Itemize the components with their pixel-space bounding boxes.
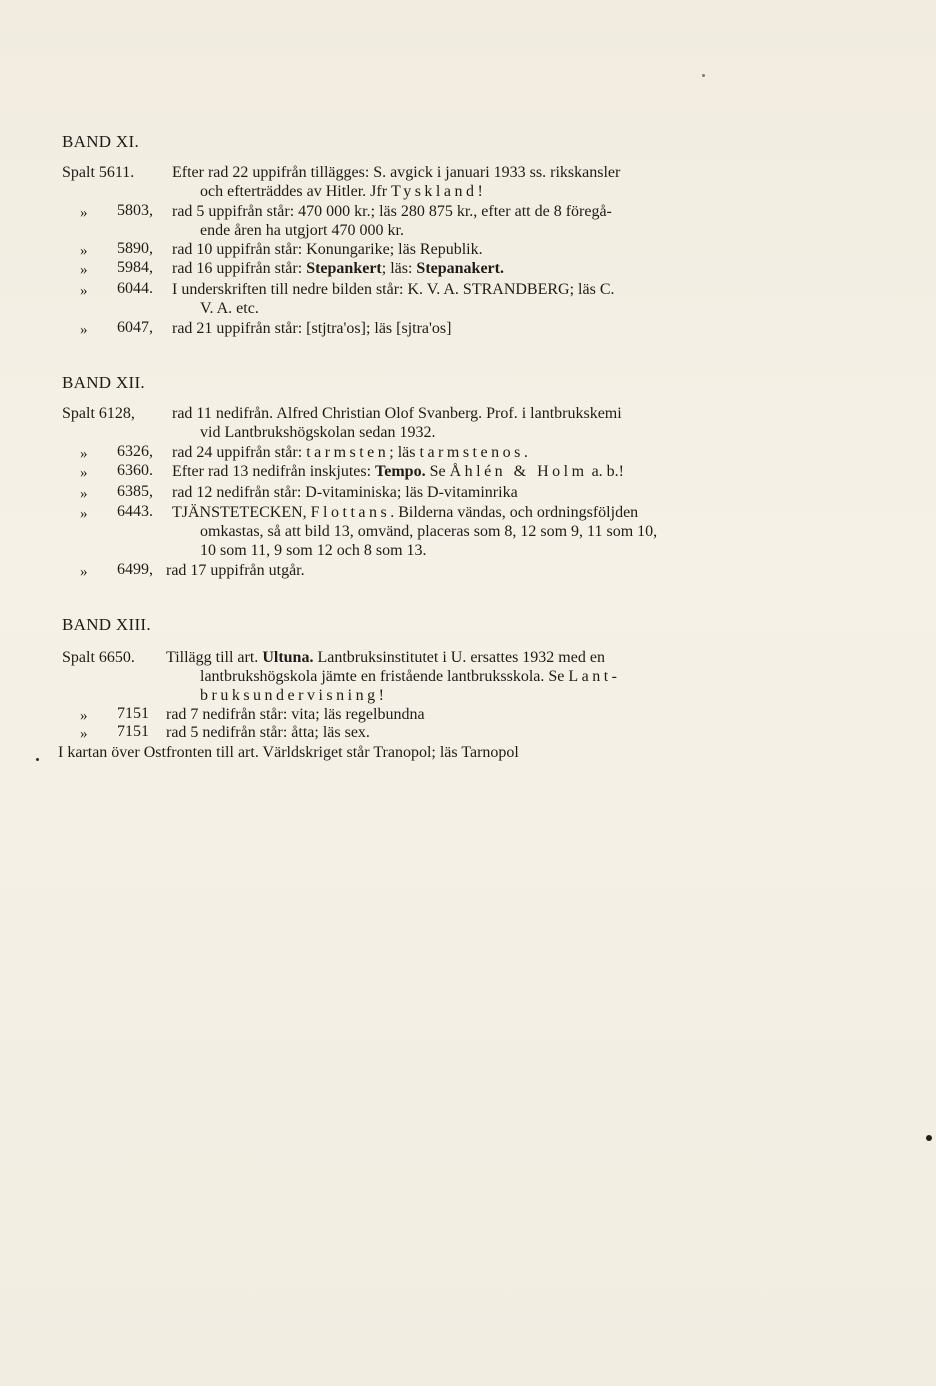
ditto-mark: » bbox=[80, 446, 88, 462]
band-xi-title: BAND XI. bbox=[62, 132, 140, 151]
entry-5611-line1: Efter rad 22 uppifrån tillägges: S. avgick i januari 1933 ss. rikskansler bbox=[172, 164, 621, 181]
entry-7151a-line1: rad 7 nedifrån står: vita; läs regelbundna bbox=[166, 706, 425, 723]
entry-6443-line3: 10 som 11, 9 som 12 och 8 som 13. bbox=[200, 542, 427, 559]
entry-6360-line1: Efter rad 13 nedifrån inskjutes: Tempo. Se Åhlén & Holm a. b.! bbox=[172, 463, 625, 480]
entry-6047-number: 6047, bbox=[117, 319, 153, 336]
entry-6047-line1: rad 21 uppifrån står: [stjtra'os]; läs [sjtra'os] bbox=[172, 320, 452, 337]
entry-5803-number: 5803, bbox=[117, 202, 153, 219]
ditto-mark: » bbox=[80, 243, 88, 259]
ditto-mark: » bbox=[80, 506, 88, 522]
band-xiii-title: BAND XIII. bbox=[62, 615, 151, 634]
ditto-mark: » bbox=[80, 283, 88, 299]
entry-6326-line1: rad 24 uppifrån står: tarmsten; läs tarmstenos. bbox=[172, 444, 528, 461]
entry-6650-line3: bruksundervisning! bbox=[200, 687, 384, 704]
ditto-mark: » bbox=[80, 726, 88, 742]
ditto-mark: » bbox=[80, 486, 88, 502]
entry-5611-line2: och efterträddes av Hitler. Jfr Tyskland! bbox=[200, 183, 483, 200]
entry-6650-label: Spalt 6650. bbox=[62, 649, 135, 666]
entry-7151a-number: 7151 bbox=[117, 705, 149, 722]
ditto-mark: » bbox=[80, 465, 88, 481]
entry-6044-number: 6044. bbox=[117, 280, 153, 297]
entry-6385-number: 6385, bbox=[117, 483, 153, 500]
entry-6044-line1: I underskriften till nedre bilden står: K. V. A. STRANDBERG; läs C. bbox=[172, 281, 615, 298]
entry-6360-number: 6360. bbox=[117, 462, 153, 479]
entry-6650-line2: lantbrukshögskola jämte en fristående lantbruksskola. Se Lant- bbox=[200, 668, 621, 685]
ditto-mark: » bbox=[80, 708, 88, 724]
band-xii-title: BAND XII. bbox=[62, 373, 145, 392]
entry-6128-line1: rad 11 nedifrån. Alfred Christian Olof Svanberg. Prof. i lantbrukskemi bbox=[172, 405, 622, 422]
paper-speck bbox=[926, 1135, 932, 1141]
entry-6499-line1: rad 17 uppifrån utgår. bbox=[166, 562, 305, 579]
entry-6128-label: Spalt 6128, bbox=[62, 405, 135, 422]
entry-6385-line1: rad 12 nedifrån står: D-vitaminiska; läs D-vitaminrika bbox=[172, 484, 518, 501]
ditto-mark: » bbox=[80, 262, 88, 278]
entry-6443-line2: omkastas, så att bild 13, omvänd, placeras som 8, 12 som 9, 11 som 10, bbox=[200, 523, 658, 540]
paper-speck bbox=[702, 74, 705, 77]
entry-5984-number: 5984, bbox=[117, 259, 153, 276]
entry-5803-line1: rad 5 uppifrån står: 470 000 kr.; läs 280 875 kr., efter att de 8 föregå- bbox=[172, 203, 612, 220]
entry-5890-line1: rad 10 uppifrån står: Konungarike; läs Republik. bbox=[172, 241, 483, 258]
entry-6044-line2: V. A. etc. bbox=[200, 300, 259, 317]
entry-5611-label: Spalt 5611. bbox=[62, 164, 135, 181]
entry-6128-line2: vid Lantbrukshögskolan sedan 1932. bbox=[200, 424, 436, 441]
entry-map-correction: I kartan över Ostfronten till art. Världskriget står Tranopol; läs Tarnopol bbox=[58, 744, 519, 761]
paper-speck bbox=[36, 758, 39, 761]
entry-5803-line2: ende åren ha utgjort 470 000 kr. bbox=[200, 222, 404, 239]
ditto-mark: » bbox=[80, 564, 88, 580]
entry-6443-number: 6443. bbox=[117, 503, 153, 520]
ditto-mark: » bbox=[80, 322, 88, 338]
entry-6326-number: 6326, bbox=[117, 443, 153, 460]
entry-6650-line1: Tillägg till art. Ultuna. Lantbruksinstitutet i U. ersattes 1932 med en bbox=[166, 649, 605, 666]
entry-5984-line1: rad 16 uppifrån står: Stepankert; läs: Stepanakert. bbox=[172, 260, 504, 277]
entry-5890-number: 5890, bbox=[117, 240, 153, 257]
ditto-mark: » bbox=[80, 205, 88, 221]
entry-7151b-line1: rad 5 nedifrån står: åtta; läs sex. bbox=[166, 724, 370, 741]
entry-6443-line1: TJÄNSTETECKEN, Flottans. Bilderna vändas, och ordningsföljden bbox=[172, 504, 639, 521]
entry-6499-number: 6499, bbox=[117, 561, 153, 578]
entry-7151b-number: 7151 bbox=[117, 723, 149, 740]
